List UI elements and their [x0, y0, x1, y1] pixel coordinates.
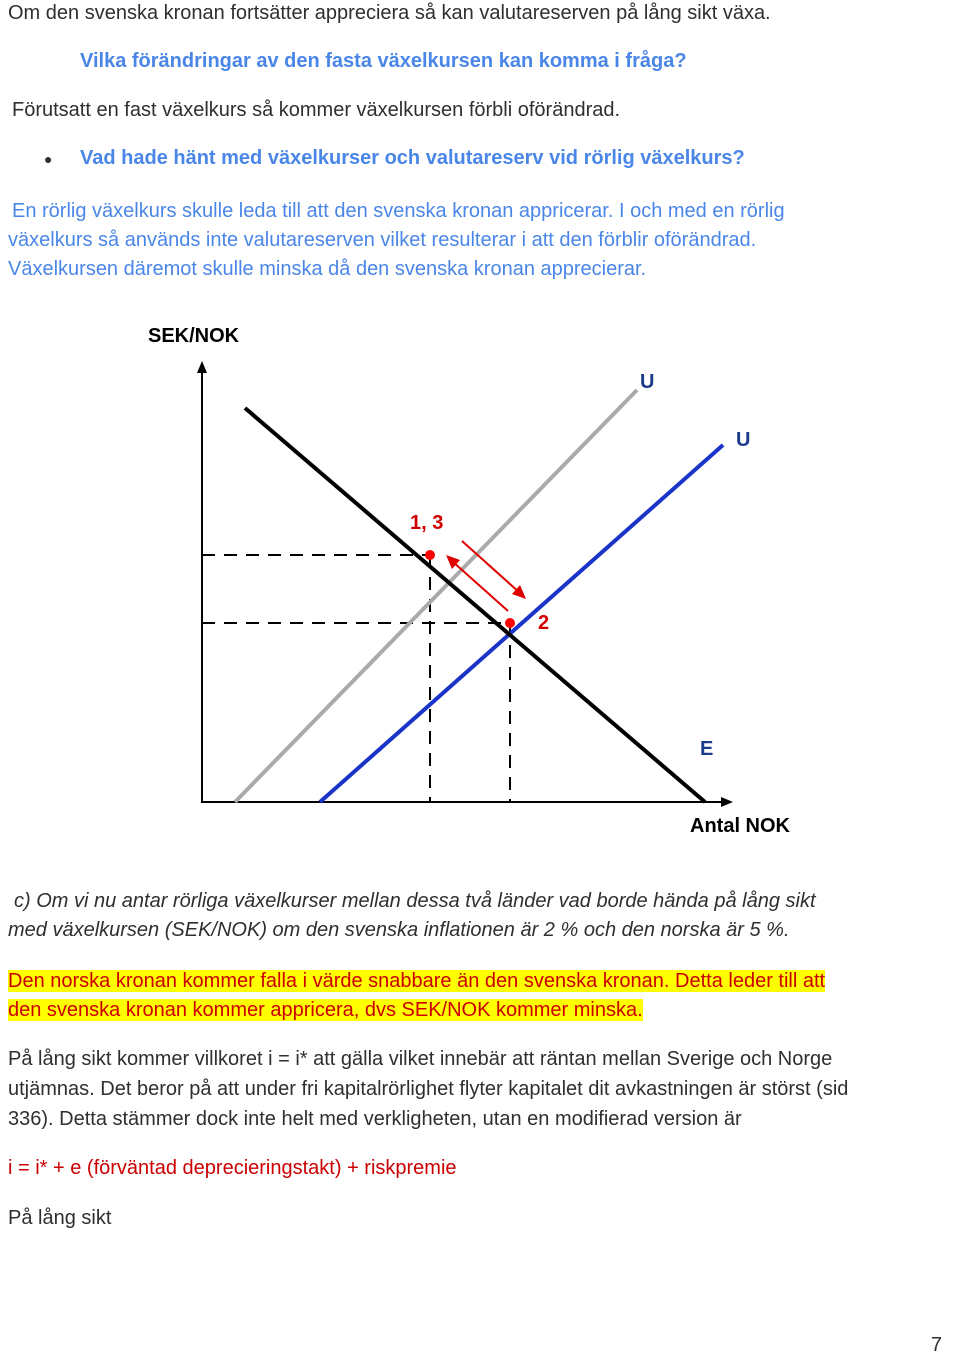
- answer-floating-line1: [12, 200, 785, 223]
- point-2-label: 2: [538, 612, 550, 634]
- movement-arrow-up: [452, 561, 508, 611]
- x-axis-arrow-icon: [721, 797, 733, 807]
- paragraph-intro: Om den svenska kronan fortsätter appreciera så kan valutareserven på lång sikt växa.: [8, 2, 771, 24]
- highlight-part1: Den norska kronan kommer falla i värde snabbare än den svenska kronan.: [8, 970, 670, 992]
- paragraph-long-run-line2: utjämnas. Det beror på att under fri kapitalrörlighet flyter kapitalet dit avkastningen är störst (sid: [8, 1078, 849, 1100]
- answer-floating-blue-part: En rörlig växelkurs skulle leda till att den svenska kronan appricerar.: [12, 200, 614, 222]
- answer-floating-line2: växelkurs så används inte valutareserven vilket resulterar i att den förblir oförändrad.: [8, 229, 757, 251]
- highlight-part3: den svenska kronan kommer appricera, dvs SEK/NOK kommer minska.: [8, 999, 643, 1021]
- question-c-line1: c) Om vi nu antar rörliga växelkurser mellan dessa två länder vad borde hända på lång sikt: [14, 890, 816, 912]
- highlight-line2: [8, 999, 643, 1022]
- highlight-line1: [8, 970, 825, 993]
- question-fixed-rate: Vilka förändringar av den fasta växelkursen kan komma i fråga?: [80, 50, 687, 72]
- question-c-line2: med växelkursen (SEK/NOK) om den svenska inflationen är 2 % och den norska är 5 %.: [8, 919, 790, 941]
- question-floating-rate: Vad hade hänt med växelkurser och valutareserv vid rörlig växelkurs?: [80, 147, 745, 169]
- demand-label: E: [700, 738, 714, 760]
- answer-floating-rest: I och med en rörlig: [613, 200, 785, 222]
- equilibrium-point-1-3: [425, 550, 435, 560]
- answer-fixed-rate: Förutsatt en fast växelkurs så kommer växelkursen förbli oförändrad.: [12, 99, 621, 121]
- page-number: 7: [930, 1334, 942, 1356]
- supply-new-label: U: [736, 429, 751, 451]
- point-1-3-label: 1, 3: [410, 512, 444, 534]
- bullet-icon: ●: [44, 151, 53, 167]
- paragraph-long-run-line3: 336). Detta stämmer dock inte helt med verkligheten, utan en modifierad version är: [8, 1108, 742, 1130]
- demand-curve: [245, 408, 705, 802]
- formula-text: i = i* + e (förväntad deprecieringstakt) + riskpremie: [8, 1157, 457, 1179]
- supply-old-label: U: [640, 371, 655, 393]
- closing-line: På lång sikt: [8, 1207, 112, 1229]
- y-axis-label: SEK/NOK: [148, 325, 240, 347]
- movement-arrow-down: [462, 541, 520, 593]
- x-axis-label: Antal NOK: [690, 815, 790, 837]
- highlight-part2: Detta leder till att: [669, 970, 826, 992]
- answer-floating-line3: Växelkursen däremot skulle minska då den svenska kronan apprecierar.: [8, 258, 647, 280]
- exchange-rate-diagram: [130, 315, 830, 845]
- equilibrium-point-2: [505, 618, 515, 628]
- y-axis-arrow-icon: [197, 361, 207, 373]
- paragraph-long-run-line1: På lång sikt kommer villkoret i = i* att gälla vilket innebär att räntan mellan Sverige och Norge: [8, 1048, 833, 1070]
